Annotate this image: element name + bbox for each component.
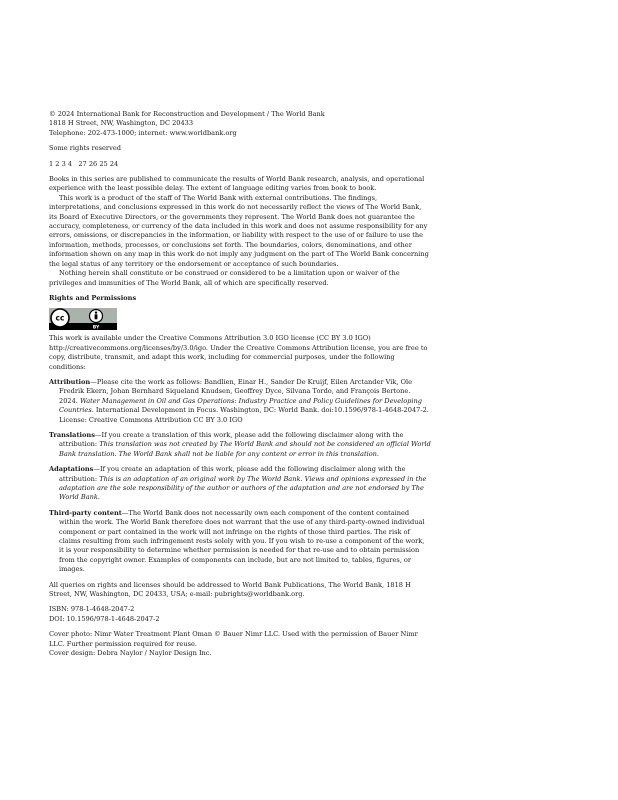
copyright-line: © 2024 International Bank for Reconstruction and Development / The World Bank [49,110,325,118]
translations-disclaimer: This translation was not created by The World Bank and should not be considered an official World Bank translation. The World Bank shall not be liable for any content or error in this translation. [59,440,431,458]
intro-paragraph-3: Nothing herein shall constitute or be construed or considered to be a limitation upon or waiver of the privileges and immunities of The World Bank, all of which are specifically reserved. [49,269,400,287]
copyright-page [49,110,431,659]
adaptations-disclaimer: This is an adaptation of an original work by The World Bank. Views and opinions expressed in the adaptation are the sole responsibility of the author or authors of the adaptation and are not endorsed by The World Bank. [59,474,427,502]
rights-heading: Rights and Permissions [49,293,137,302]
cover-photo-credit: Cover photo: Nimr Water Treatment Plant Oman © Bauer Nimr LLC. Used with the permission of Bauer Nimr LLC. Further permission required for reuse. [49,630,418,648]
cc-by-license-icon[interactable] [49,308,117,330]
cc-badge-label: cc [55,313,65,323]
adaptations-clause [49,465,431,503]
adaptations-label: Adaptations [49,465,94,474]
third-party-text: —The World Bank does not necessarily own each component of the content contained within the work. The World Bank therefore does not warrant that the use of any third-party-owned individual component or part contained in the work will not infringe on the rights of those third parties. The risk of claims resulting from such infringement rests solely with you. If you wish to re-use a component of the work, it is your responsibility to determine whether permission is needed for that re-use and to obtain permission from the copyright owner. Examples of components can include, but are not limited to, tables, figures, or images. [59,508,425,574]
attribution-text: —Please cite the work as follows: Bandlien, Einar H., Sander De Kruijf, Eilen Arctander Vik, Ole Fredrik Ekern, Johan Bernhard Siqueland Knudsen, Geoffrey Dyce, Silvana Tordo, and François Bertone. 2024. [59,377,412,405]
adaptations-text: —If you create an adaptation of this work, please add the following disclaimer along with the attribution: [59,465,406,483]
translations-text: —If you create a translation of this work, please add the following disclaimer along with the attribution: [59,430,404,449]
rights-reserved: Some rights reserved [49,144,121,153]
cover-design-credit: Cover design: Debra Naylor / Naylor Design Inc. [49,649,212,658]
isbn: ISBN: 978-1-4648-2047-2 [49,605,135,614]
attribution-citation: . International Development in Focus. Washington, DC: World Bank. doi:10.1596/978-1-4648-2047-2. License: Creative Commons Attribution CC BY 3.0 IGO [59,406,429,424]
address-line: 1818 H Street, NW, Washington, DC 20433 [49,119,194,128]
intro-paragraph-2: This work is a product of the staff of The World Bank with external contributions. The findings, interpretations, and conclusions expressed in this work do not necessarily reflect the views of The World Bank, its Board of Executive Directors, or the governments they represent. The World Bank does not guarantee the accuracy, completeness, or currency of the data included in this work and does not assume responsibility for any errors, omissions, or discrepancies in the information, or liability with respect to the use of or failure to use the information, methods, processes, or conclusions set forth. The boundaries, colors, denominations, and other information shown on any map in this work do not imply any judgment on the part of The World Bank concerning the legal status of any territory or the endorsement or acceptance of such boundaries. [49,193,429,268]
queries-text: All queries on rights and licenses should be addressed to World Bank Publications, The World Bank, 1818 H Street, NW, Washington, DC 20433, USA; e-mail: pubrights@worldbank.org. [49,580,411,599]
intro-paragraph-1: Books in this series are published to communicate the results of World Bank research, analysis, and operational experience with the least possible delay. The extent of language editing varies from book to book. [49,175,425,193]
telephone-line: Telephone: 202-473-1000; internet: www.worldbank.org [49,128,237,137]
doi: DOI: 10.1596/978-1-4648-2047-2 [49,614,160,623]
license-text: This work is available under the Creative Commons Attribution 3.0 IGO license (CC BY 3.0 IGO) http://creativecommons.org/licenses/by/3.0/igo. Under the Creative Commons Attribution license, you are free to copy, distribute, transmit, and adapt this work, including for commercial purposes, under the following conditions: [49,334,428,371]
third-party-clause [49,509,431,575]
attribution-clause [49,378,431,425]
printing-line: 1 2 3 4 27 26 25 24 [49,159,119,168]
translations-clause [49,431,431,459]
attribution-label: Attribution [49,377,91,386]
by-badge-label: BY [92,325,100,331]
book-title: Water Management in Oil and Gas Operations: Industry Practice and Policy Guidelines for Developing Countries [59,396,422,415]
third-party-label: Third-party content [49,508,122,517]
translations-label: Translations [49,430,95,439]
